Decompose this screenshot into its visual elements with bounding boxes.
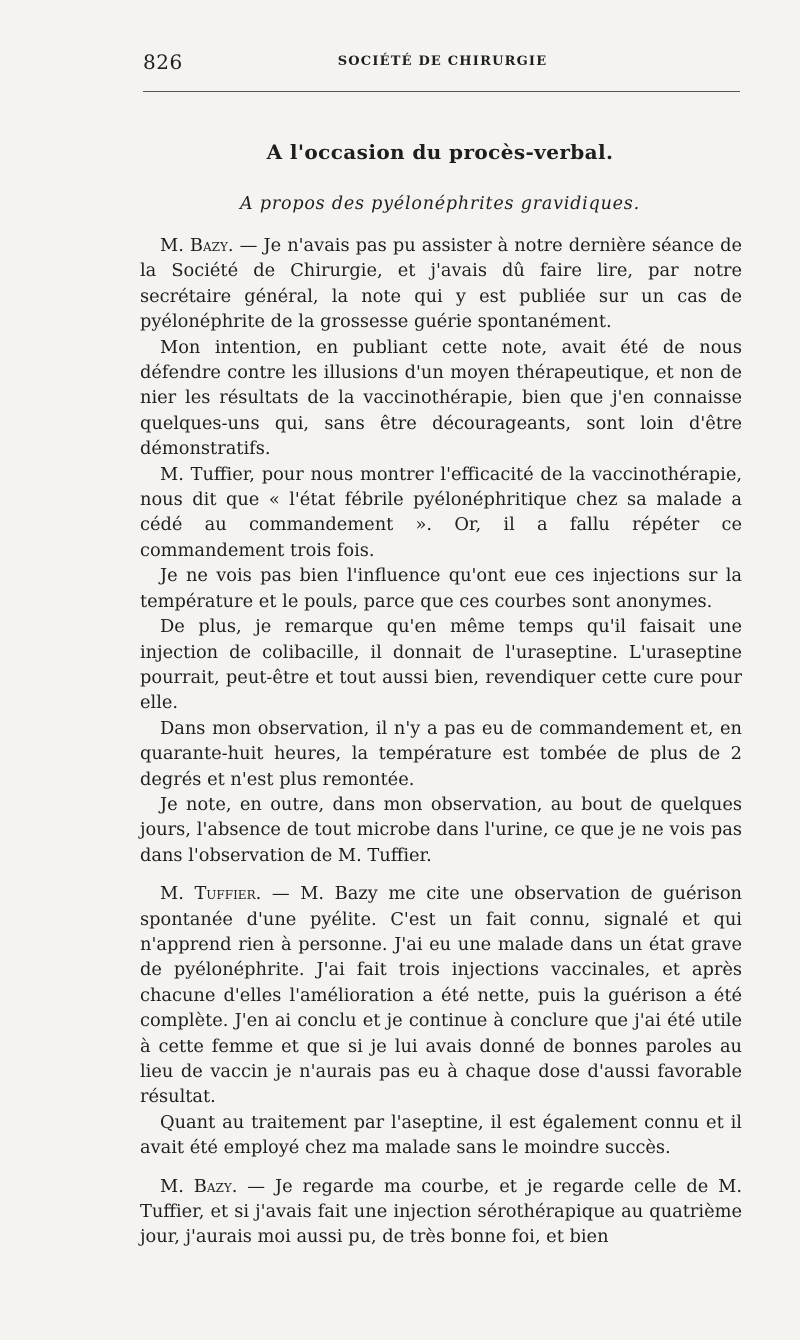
paragraph-text: — Je n'avais pas pu assister à notre dernière séance de la Société de Chirurgie, et j'avais dû faire lire, par notre secrétaire général, la note qui y est publiée sur un cas de pyélonéphrite de la grossesse guérie spontanément. [140, 235, 743, 333]
paragraph-text: Quant au traitement par l'aseptine, il est également connu et il avait été employé chez ma malade sans le moindre succès. [140, 1111, 742, 1159]
paragraph-text: Dans mon observation, il n'y a pas eu de commandement et, en quarante-huit heures, la température est tombée de plus de 2 degrés et n'est plus remontée. [140, 717, 742, 790]
journal-title: SOCIÉTÉ DE CHIRURGIE [337, 54, 548, 69]
speaker-name: M. Bazy. [160, 1175, 238, 1197]
paragraph [140, 614, 742, 716]
paragraph [140, 233, 742, 335]
paragraph [140, 563, 742, 614]
page-number: 826 [143, 50, 183, 74]
paragraph-text: Je note, en outre, dans mon observation, au bout de quelques jours, l'absence de tout microbe dans l'urine, ce que je ne vois pas dans l'observation de M. Tuffier. [140, 793, 742, 866]
section-title: A l'occasion du procès-verbal. [266, 140, 614, 164]
paragraph [140, 1174, 742, 1250]
header-rule [143, 91, 740, 92]
paragraph-text: — Je regarde ma courbe, et je regarde celle de M. Tuffier, et si j'avais fait une injection sérothérapique au quatrième jour, j'aurais moi aussi pu, de très bonne foi, et bien [140, 1175, 742, 1248]
paragraph [140, 335, 742, 462]
paragraph [140, 792, 742, 868]
paragraph-text: Je ne vois pas bien l'influence qu'ont eue ces injections sur la température et le pouls, parce que ces courbes sont anonymes. [140, 565, 742, 612]
paragraph [140, 716, 742, 792]
speaker-name: M. Tuffier. [160, 883, 262, 905]
body-text [140, 233, 742, 1250]
paragraph [140, 1110, 742, 1161]
paragraph-text: — M. Bazy me cite une observation de guérison spontanée d'une pyélite. C'est un fait connu, signalé et qui n'apprend rien à personne. J'ai eu une malade dans un état grave de pyélonéphrite. J'ai fait trois injections vaccinales, et après chacune d'elles l'amélioration a été nette, puis la guérison a été complète. J'en ai conclu et je continue à conclure que j'ai été utile à cette femme et que si je lui avais donné de bonnes paroles au lieu de vaccin je n'aurais pas eu à chaque dose d'aussi favorable résultat. [140, 883, 742, 1108]
paragraph [140, 462, 742, 564]
paragraph-text: Mon intention, en publiant cette note, avait été de nous défendre contre les illusions d'un moyen thérapeutique, et non de nier les résultats de la vaccinothérapie, bien que j'en connaisse quelques-uns qui, sans être décourageants, sont loin d'être démonstratifs. [140, 336, 742, 460]
paragraph [140, 881, 742, 1110]
section-subtitle: A propos des pyélonéphrites gravidiques. [240, 194, 640, 214]
paragraph-text: M. Tuffier, pour nous montrer l'efficacité de la vaccinothérapie, nous dit que « l'état fébrile pyélonéphritique chez sa malade a cédé au commandement ». Or, il a fallu répéter ce commandement trois fois. [140, 463, 742, 561]
running-head [143, 50, 742, 74]
speaker-name: M. Bazy. [160, 235, 234, 256]
paragraph-text: De plus, je remarque qu'en même temps qu'il faisait une injection de colibacille, il donnait de l'uraseptine. L'uraseptine pourrait, peut-être et tout aussi bien, revendiquer cette cure pour elle. [140, 616, 742, 714]
